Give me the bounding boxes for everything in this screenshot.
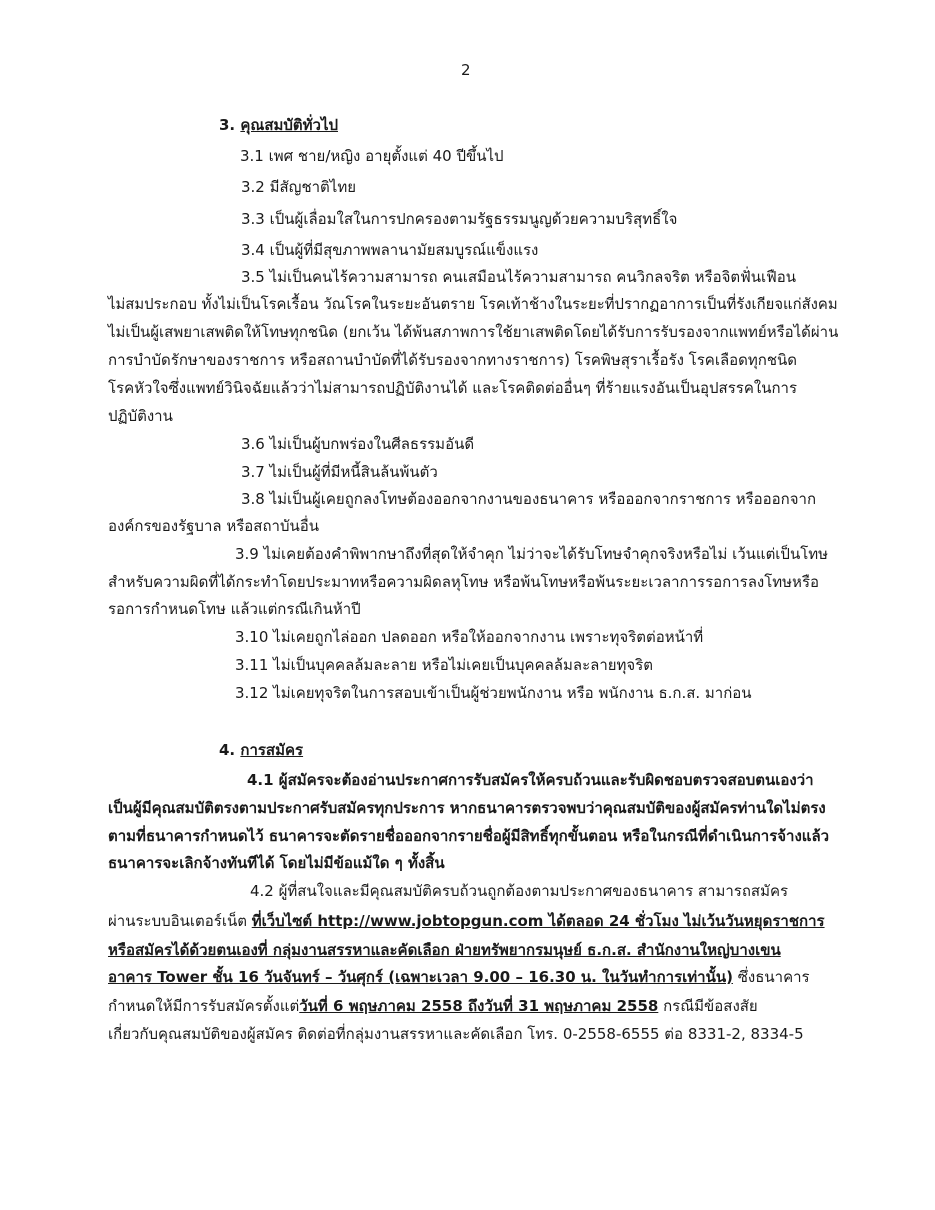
item-3-10: 3.10 ไม่เคยถูกไล่ออก ปลดออก หรือให้ออกจากงาน เพราะทุจริตต่อหน้าที่ — [235, 628, 704, 646]
item-4-2-date-range: วันที่ 6 พฤษภาคม 2558 ถึงวันที่ 31 พฤษภาคม 2558 — [299, 997, 659, 1015]
item-3-3: 3.3 เป็นผู้เลื่อมใสในการปกครองตามรัฐธรรมนูญด้วยความบริสุทธิ์ใจ — [241, 210, 678, 228]
item-4-1-line-2: เป็นผู้มีคุณสมบัติตรงตามประกาศรับสมัครทุกประการ หากธนาคารตรวจพบว่าคุณสมบัติของผู้สมัครท่านใดไม่ตรง — [108, 799, 826, 817]
item-3-5-line-3: ไม่เป็นผู้เสพยาเสพติดให้โทษทุกชนิด (ยกเว้น ได้พ้นสภาพการใช้ยาเสพติดโดยได้รับการรับรองจากแพทย์หรือได้ผ่าน — [108, 323, 839, 341]
item-4-2-line-1: 4.2 ผู้ที่สนใจและมีคุณสมบัติครบถ้วนถูกต้องตามประกาศของธนาคาร สามารถสมัคร — [250, 882, 789, 900]
item-3-9-line-1: 3.9 ไม่เคยต้องคำพิพากษาถึงที่สุดให้จำคุก ไม่ว่าจะได้รับโทษจำคุกจริงหรือไม่ เว้นแต่เป็นโทษ — [235, 545, 829, 563]
item-3-11: 3.11 ไม่เป็นบุคคลล้มละลาย หรือไม่เคยเป็นบุคคลล้มละลายทุจริต — [235, 656, 654, 674]
item-3-5-line-6: ปฏิบัติงาน — [108, 407, 173, 425]
item-3-6: 3.6 ไม่เป็นผู้บกพร่องในศีลธรรมอันดี — [241, 435, 475, 453]
item-3-9-line-2: สำหรับความผิดที่ได้กระทำโดยประมาทหรือความผิดลหุโทษ หรือพ้นโทษหรือพ้นระยะเวลาการรอการลงโทษหรือ — [108, 573, 820, 591]
section-4-heading — [219, 740, 303, 760]
section-3-number: 3. — [219, 116, 236, 134]
item-3-5-line-1: 3.5 ไม่เป็นคนไร้ความสามารถ คนเสมือนไร้ความสามารถ คนวิกลจริต หรือจิตฟั่นเฟือน — [241, 268, 796, 286]
item-4-2-line-2-plain: ผ่านระบบอินเตอร์เน็ต — [108, 912, 252, 930]
item-4-2-line-3: หรือสมัครได้ด้วยตนเองที่ กลุ่มงานสรรหาและคัดเลือก ฝ่ายทรัพยากรมนุษย์ ธ.ก.ส. สำนักงานใหญ่บางเขน — [108, 941, 781, 959]
item-4-1-line-4: ธนาคารจะเลิกจ้างทันทีได้ โดยไม่มีข้อแม้ใด ๆ ทั้งสิ้น — [108, 854, 445, 872]
item-4-2-line-5 — [108, 996, 758, 1016]
item-4-2-line-2 — [108, 911, 825, 931]
item-3-1: 3.1 เพศ ชาย/หญิง อายุตั้งแต่ 40 ปีขึ้นไป — [240, 147, 504, 165]
item-3-8-line-2: องค์กรของรัฐบาล หรือสถาบันอื่น — [108, 517, 319, 535]
item-4-2-line-4 — [108, 967, 810, 987]
item-3-5-line-5: โรคหัวใจซึ่งแพทย์วินิจฉัยแล้วว่าไม่สามารถปฏิบัติงานได้ และโรคติดต่ออื่นๆ ที่ร้ายแรงอันเป็นอุปสรรคในการ — [108, 379, 798, 397]
item-4-2-website-text: ที่เว็บไซต์ http://www.jobtopgun.com ได้ตลอด 24 ชั่วโมง ไม่เว้นวันหยุดราชการ — [251, 912, 825, 930]
section-3-title: คุณสมบัติทั่วไป — [240, 116, 339, 134]
item-3-2: 3.2 มีสัญชาติไทย — [241, 178, 357, 196]
page-number: 2 — [461, 61, 471, 79]
item-4-1-line-3: ตามที่ธนาคารกำหนดไว้ ธนาคารจะตัดรายชื่อออกจากรายชื่อผู้มีสิทธิ์ทุกขั้นตอน หรือในกรณีที่ดำเนินการจ้างแล้ว — [108, 827, 830, 845]
item-3-12: 3.12 ไม่เคยทุจริตในการสอบเข้าเป็นผู้ช่วยพนักงาน หรือ พนักงาน ธ.ก.ส. มาก่อน — [235, 684, 752, 702]
section-4-title: การสมัคร — [240, 741, 304, 759]
item-4-2-line-5-plain: กำหนดให้มีการรับสมัครตั้งแต่ — [108, 997, 300, 1015]
item-4-2-office-hours: อาคาร Tower ชั้น 16 วันจันทร์ – วันศุกร์ (เฉพาะเวลา 9.00 – 16.30 น. ในวันทำการเท่านั้น) — [108, 968, 733, 986]
item-3-5-line-4: การบำบัดรักษาของราชการ หรือสถานบำบัดที่ได้รับรองจากทางราชการ) โรคพิษสุราเรื้อรัง โรคเลือดทุกชนิด — [108, 351, 798, 369]
section-3-heading — [219, 115, 338, 135]
item-4-2-line-4-plain: ซึ่งธนาคาร — [732, 968, 810, 986]
item-4-2-line-5-tail: กรณีมีข้อสงสัย — [658, 997, 758, 1015]
item-4-1-line-1: 4.1 ผู้สมัครจะต้องอ่านประกาศการรับสมัครให้ครบถ้วนและรับผิดชอบตรวจสอบตนเองว่า — [247, 771, 814, 789]
item-3-7: 3.7 ไม่เป็นผู้ที่มีหนี้สินล้นพ้นตัว — [241, 463, 438, 481]
item-3-8-line-1: 3.8 ไม่เป็นผู้เคยถูกลงโทษต้องออกจากงานของธนาคาร หรือออกจากราชการ หรือออกจาก — [241, 490, 817, 508]
section-4-number: 4. — [219, 741, 236, 759]
item-3-9-line-3: รอการกำหนดโทษ แล้วแต่กรณีเกินห้าปี — [108, 600, 361, 618]
item-3-5-line-2: ไม่สมประกอบ ทั้งไม่เป็นโรคเรื้อน วัณโรคในระยะอันตราย โรคเท้าช้างในระยะที่ปรากฏอาการเป็นที่รังเกียจแก่สังคม — [108, 295, 838, 313]
item-3-4: 3.4 เป็นผู้ที่มีสุขภาพพลานามัยสมบูรณ์แข็งแรง — [241, 241, 539, 259]
item-4-2-line-6: เกี่ยวกับคุณสมบัติของผู้สมัคร ติดต่อที่กลุ่มงานสรรหาและคัดเลือก โทร. 0-2558-6555 ต่อ 8331-2, 8334-5 — [108, 1025, 804, 1043]
